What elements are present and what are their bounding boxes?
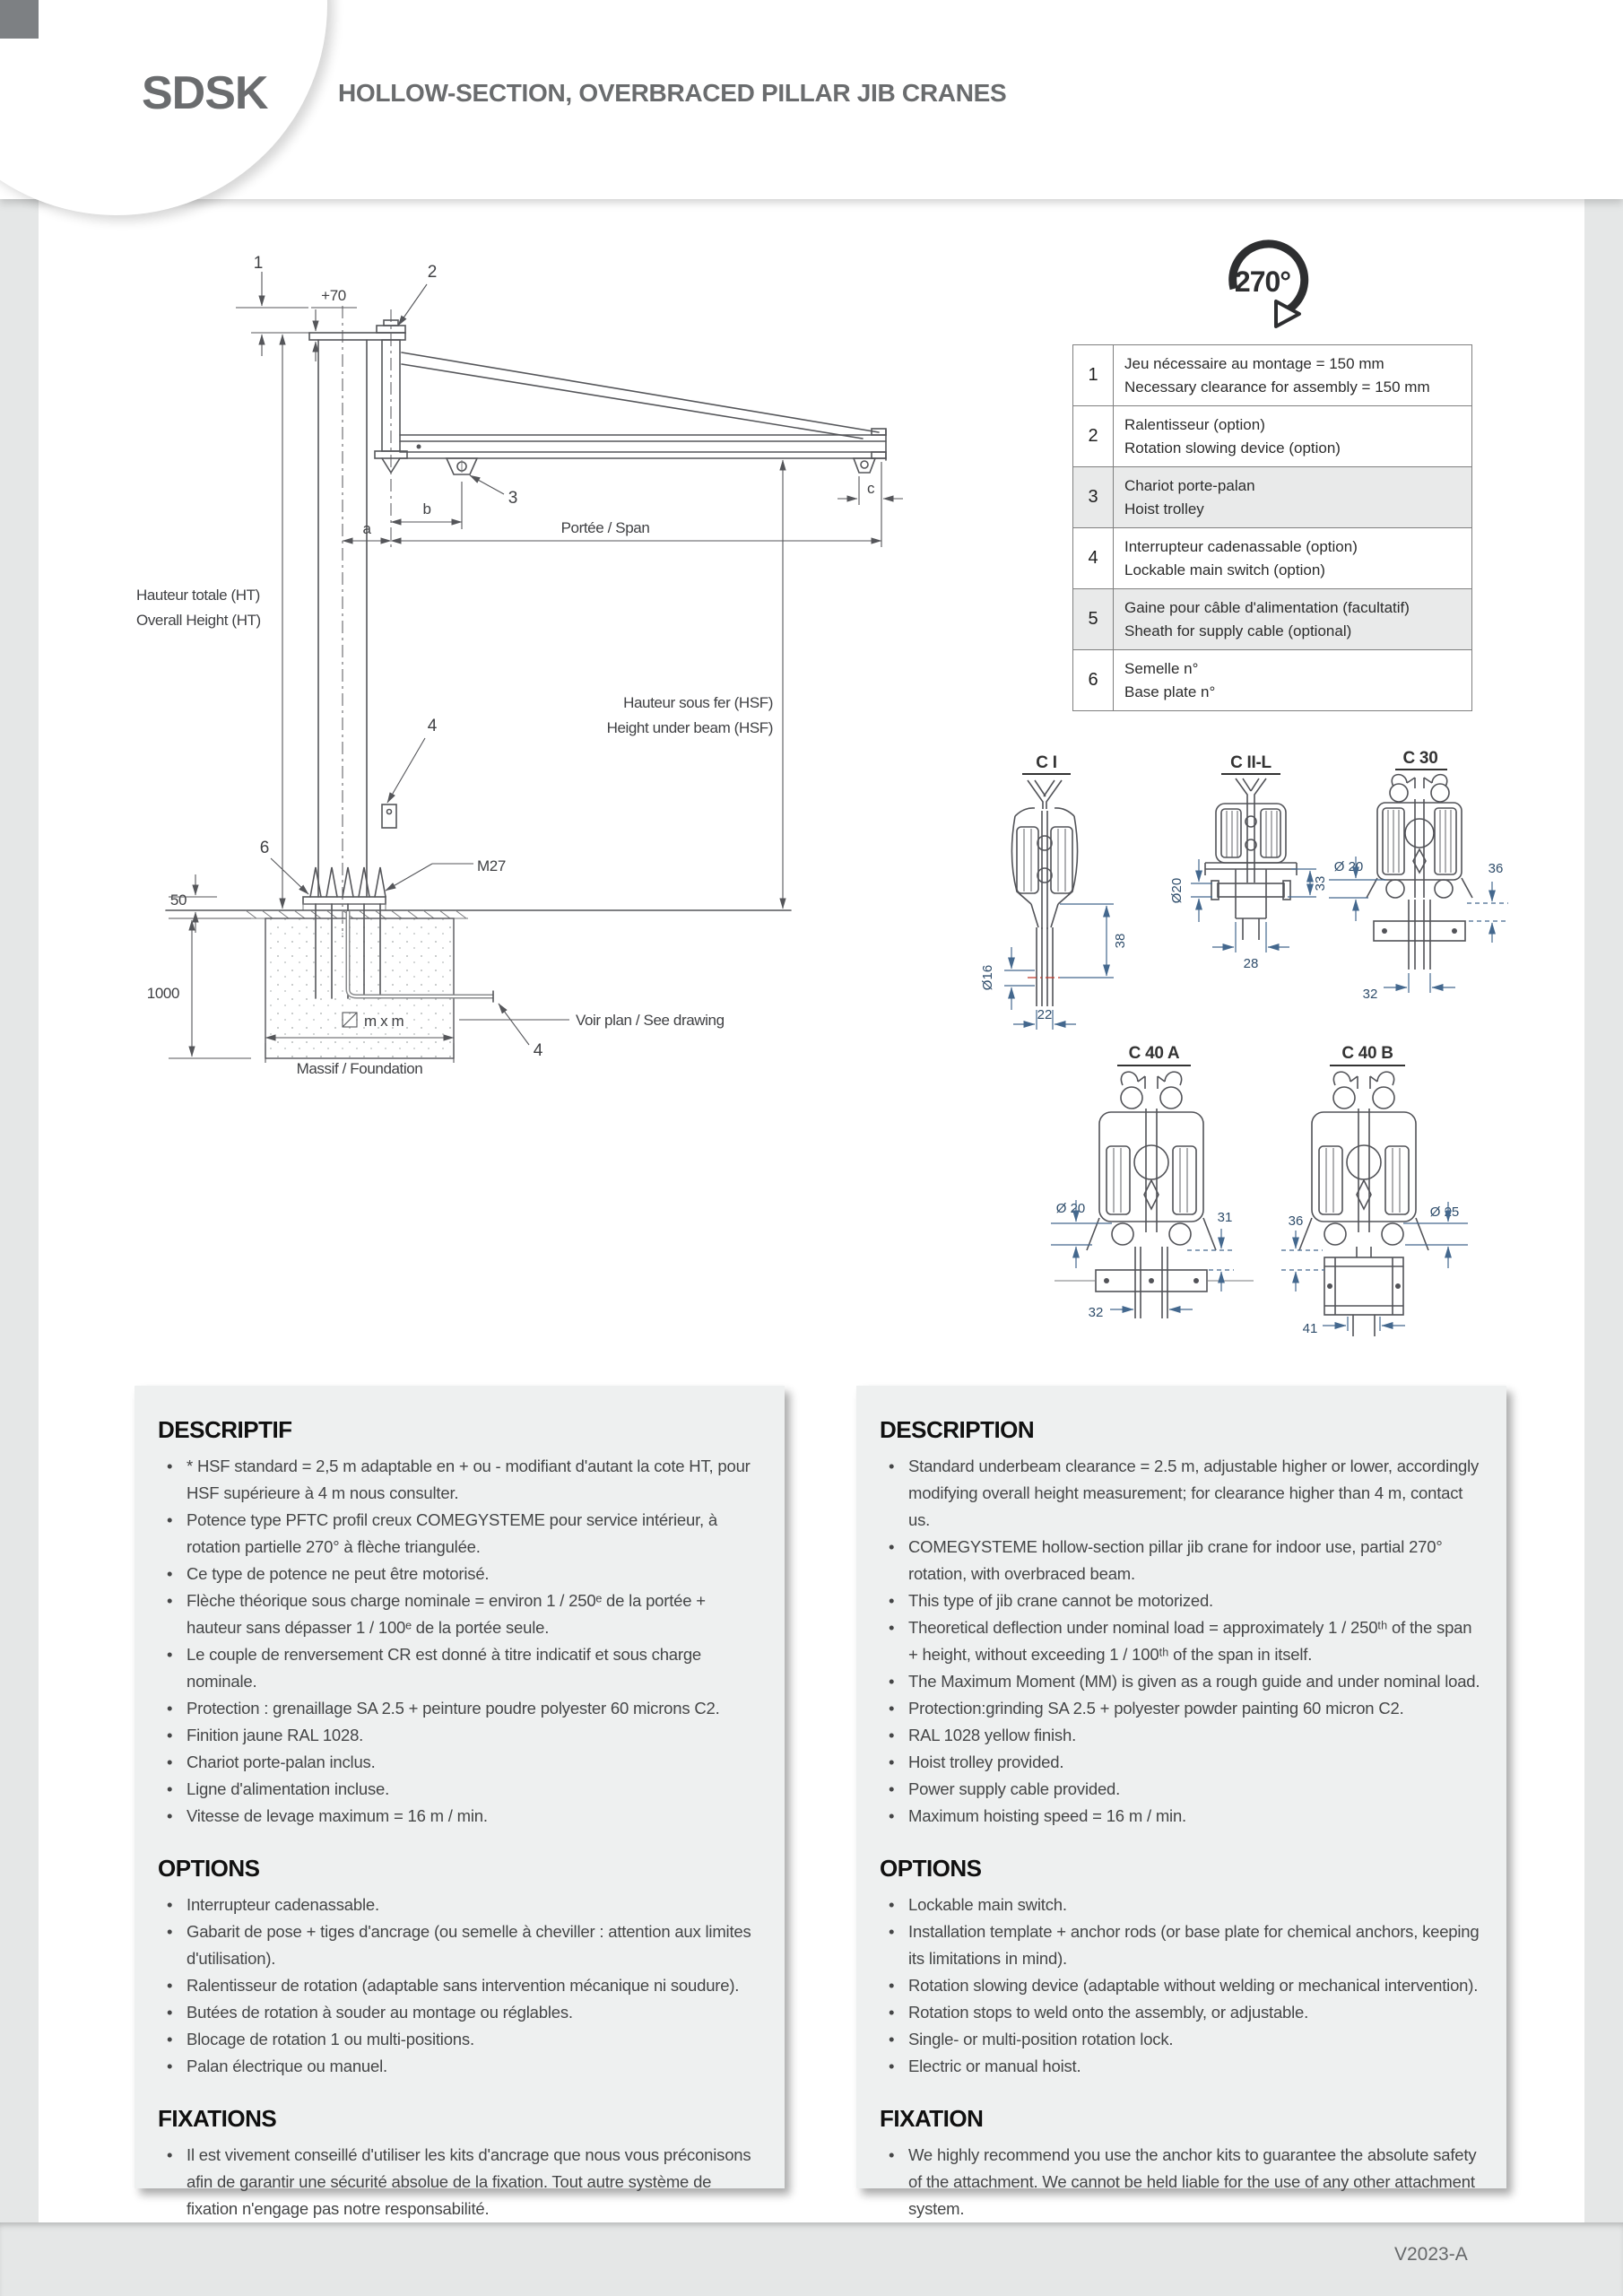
dim-mxm: m x m bbox=[364, 1013, 404, 1030]
dim-22: 22 bbox=[1037, 1007, 1053, 1022]
bullet-item: • Interrupteur cadenassable. bbox=[158, 1892, 761, 1918]
dim-a: a bbox=[362, 520, 371, 537]
legend-fr: Chariot porte-palan bbox=[1124, 477, 1255, 494]
profile-name: C II-L bbox=[1230, 753, 1271, 772]
profile-c40a bbox=[1040, 1040, 1269, 1350]
legend-num: 4 bbox=[1073, 528, 1114, 588]
right-margin-strip bbox=[1584, 199, 1623, 2296]
callout-2: 2 bbox=[427, 263, 438, 282]
bullet-item: • Chariot porte-palan inclus. bbox=[158, 1749, 761, 1776]
bullet-item: • This type of jib crane cannot be motorized. bbox=[880, 1587, 1483, 1614]
legend-en: Necessary clearance for assembly = 150 mm bbox=[1124, 378, 1430, 396]
dim-32: 32 bbox=[1088, 1305, 1104, 1320]
callout-4-cable: 4 bbox=[533, 1041, 543, 1060]
foundation-label: Massif / Foundation bbox=[296, 1060, 423, 1077]
bullet-item: • COMEGYSTEME hollow-section pillar jib crane for indoor use, partial 270° rotation, with overbraced beam. bbox=[880, 1534, 1483, 1587]
dim-dia20: Ø 20 bbox=[1055, 1201, 1086, 1216]
profile-name: C I bbox=[1036, 753, 1057, 772]
crane-dimensions bbox=[136, 254, 903, 1077]
legend-en: Rotation slowing device (option) bbox=[1124, 439, 1341, 457]
legend-row bbox=[1073, 527, 1471, 588]
bullet-item: • Rotation slowing device (adaptable without welding or mechanical intervention). bbox=[880, 1972, 1483, 1999]
page-title: HOLLOW-SECTION, OVERBRACED PILLAR JIB CRANES bbox=[338, 79, 1007, 107]
profile-c40b bbox=[1260, 1040, 1480, 1350]
bullet-item: • Finition jaune RAL 1028. bbox=[158, 1722, 761, 1749]
dim-31: 31 bbox=[1217, 1210, 1233, 1225]
legend-en: Sheath for supply cable (optional) bbox=[1124, 622, 1352, 639]
dim-b: b bbox=[422, 500, 431, 517]
bullet-item: • Ralentisseur de rotation (adaptable sans intervention mécanique ni soudure). bbox=[158, 1972, 761, 1999]
dim-36: 36 bbox=[1288, 1213, 1304, 1229]
dim-plus70: +70 bbox=[321, 287, 346, 304]
dim-dia25: Ø 25 bbox=[1429, 1205, 1460, 1220]
legend-num: 6 bbox=[1073, 650, 1114, 710]
ht-label-fr: Hauteur totale (HT) bbox=[136, 587, 260, 604]
bullet-item: • Lockable main switch. bbox=[880, 1892, 1483, 1918]
fixations-list bbox=[158, 2142, 761, 2222]
dim-dia20: Ø 20 bbox=[1333, 859, 1364, 874]
bullet-item: • Protection:grinding SA 2.5 + polyester powder painting 60 micron C2. bbox=[880, 1695, 1483, 1722]
callout-4-switch: 4 bbox=[427, 717, 438, 735]
legend-en: Hoist trolley bbox=[1124, 500, 1204, 517]
bullet-item: • Blocage de rotation 1 ou multi-positions. bbox=[158, 2026, 761, 2053]
dim-dia20: Ø20 bbox=[1169, 877, 1185, 904]
legend-en: Lockable main switch (option) bbox=[1124, 561, 1325, 578]
bullet-item: • Single- or multi-position rotation lock. bbox=[880, 2026, 1483, 2053]
legend-row bbox=[1073, 345, 1471, 405]
fixation-heading: FIXATION bbox=[880, 2105, 984, 2132]
bullet-item: • The Maximum Moment (MM) is given as a rough guide and under nominal load. bbox=[880, 1668, 1483, 1695]
legend-num: 3 bbox=[1073, 467, 1114, 527]
options-fr-heading: OPTIONS bbox=[158, 1855, 260, 1882]
bullet-item: • Gabarit de pose + tiges d'ancrage (ou semelle à cheviller : attention aux limites d'utilisation). bbox=[158, 1918, 761, 1972]
bullet-item: • Potence type PFTC profil creux COMEGYSTEME pour service intérieur, à rotation partielle 270° à flèche triangulée. bbox=[158, 1507, 761, 1561]
legend-row bbox=[1073, 588, 1471, 649]
profile-c30 bbox=[1316, 747, 1518, 1016]
profile-cii-l bbox=[1166, 752, 1332, 971]
footer-strip bbox=[0, 2222, 1623, 2296]
dim-36: 36 bbox=[1488, 861, 1504, 876]
legend-fr: Semelle n° bbox=[1124, 660, 1199, 677]
legend-fr: Interrupteur cadenassable (option) bbox=[1124, 538, 1358, 555]
dim-50: 50 bbox=[169, 891, 187, 909]
legend-num: 5 bbox=[1073, 589, 1114, 649]
callout-6: 6 bbox=[259, 839, 270, 857]
bullet-item: • We highly recommend you use the anchor kits to guarantee the absolute safety of the attachment. We cannot be held liable for the use of any other attachment system. bbox=[880, 2142, 1483, 2222]
legend-num: 2 bbox=[1073, 406, 1114, 466]
dim-33: 33 bbox=[1313, 875, 1328, 891]
crane-technical-drawing bbox=[117, 220, 942, 1099]
callout-3: 3 bbox=[508, 489, 518, 508]
hsf-label-fr: Hauteur sous fer (HSF) bbox=[623, 694, 773, 711]
dim-38: 38 bbox=[1113, 933, 1128, 949]
bullet-item: • RAL 1028 yellow finish. bbox=[880, 1722, 1483, 1749]
dim-28: 28 bbox=[1243, 956, 1259, 971]
bullet-item: • Il est vivement conseillé d'utiliser les kits d'ancrage que nous vous préconisons afin de garantir une sécurité absolue de la fixation. Tout autre système de fixation n'engage pas notre responsabilité. bbox=[158, 2142, 761, 2222]
version-label: V2023-A bbox=[1394, 2244, 1468, 2265]
dim-dia16: Ø16 bbox=[980, 964, 995, 991]
legend-table bbox=[1072, 344, 1472, 711]
options-fr-list bbox=[158, 1892, 761, 2080]
product-code: SDSK bbox=[142, 67, 268, 119]
page-header bbox=[0, 0, 1623, 199]
bullet-item: • Ce type de potence ne peut être motorisé. bbox=[158, 1561, 761, 1587]
bullet-item: • Flèche théorique sous charge nominale = environ 1 / 250ᵉ de la portée + hauteur sans dépasser 1 / 100ᵉ de la portée seule. bbox=[158, 1587, 761, 1641]
bullet-item: • Theoretical deflection under nominal load = approximately 1 / 250ᵗʰ of the span + height, without exceeding 1 / 100ᵗʰ of the span in itself. bbox=[880, 1614, 1483, 1668]
legend-row bbox=[1073, 405, 1471, 466]
bullet-item: • Maximum hoisting speed = 16 m / min. bbox=[880, 1803, 1483, 1830]
rotation-270-icon bbox=[1206, 226, 1341, 343]
descriptif-heading: DESCRIPTIF bbox=[158, 1416, 292, 1443]
bullet-item: • Hoist trolley provided. bbox=[880, 1749, 1483, 1776]
bullet-item: • Butées de rotation à souder au montage ou réglables. bbox=[158, 1999, 761, 2026]
dim-41: 41 bbox=[1302, 1321, 1318, 1336]
bullet-item: • * HSF standard = 2,5 m adaptable en + ou - modifiant d'autant la cote HT, pour HSF supérieure à 4 m nous consulter. bbox=[158, 1453, 761, 1507]
anchor-size-label: M27 bbox=[477, 857, 506, 874]
dim-32: 32 bbox=[1362, 987, 1378, 1002]
profile-ci bbox=[959, 752, 1184, 1048]
bullet-item: • Palan électrique ou manuel. bbox=[158, 2053, 761, 2080]
legend-row bbox=[1073, 649, 1471, 710]
bullet-item: • Power supply cable provided. bbox=[880, 1776, 1483, 1803]
options-en-list bbox=[880, 1892, 1483, 2080]
see-drawing-label: Voir plan / See drawing bbox=[576, 1012, 725, 1029]
options-en-heading: OPTIONS bbox=[880, 1855, 982, 1882]
legend-en: Base plate n° bbox=[1124, 683, 1216, 700]
bullet-item: • Le couple de renversement CR est donné à titre indicatif et sous charge nominale. bbox=[158, 1641, 761, 1695]
dim-1000: 1000 bbox=[146, 985, 179, 1002]
descriptif-list bbox=[158, 1453, 761, 1830]
hsf-label-en: Height under beam (HSF) bbox=[606, 719, 773, 736]
profile-name: C 40 A bbox=[1128, 1044, 1180, 1063]
bullet-item: • Protection : grenaillage SA 2.5 + peinture poudre polyester 60 microns C2. bbox=[158, 1695, 761, 1722]
crane-structure bbox=[166, 306, 886, 1058]
dim-c: c bbox=[866, 480, 875, 497]
bullet-item: • Installation template + anchor rods (or base plate for chemical anchors, keeping its limitations in mind). bbox=[880, 1918, 1483, 1972]
legend-row bbox=[1073, 466, 1471, 527]
corner-accent bbox=[0, 0, 39, 39]
dim-span: Portée / Span bbox=[560, 519, 650, 536]
descriptif-panel bbox=[135, 1386, 785, 2218]
description-heading: DESCRIPTION bbox=[880, 1416, 1035, 1443]
fixation-list bbox=[880, 2142, 1483, 2222]
bullet-item: • Rotation stops to weld onto the assembly, or adjustable. bbox=[880, 1999, 1483, 2026]
profile-name: C 30 bbox=[1402, 749, 1438, 768]
legend-fr: Gaine pour câble d'alimentation (facultatif) bbox=[1124, 599, 1410, 616]
bullet-item: • Standard underbeam clearance = 2.5 m, adjustable higher or lower, accordingly modifying overall height measurement; for clearance higher than 4 m, contact us. bbox=[880, 1453, 1483, 1534]
legend-fr: Ralentisseur (option) bbox=[1124, 416, 1265, 433]
rotation-label: 270° bbox=[1234, 265, 1291, 298]
description-list bbox=[880, 1453, 1483, 1830]
left-margin-strip bbox=[0, 199, 39, 2296]
description-panel bbox=[856, 1386, 1506, 2218]
bullet-item: • Ligne d'alimentation incluse. bbox=[158, 1776, 761, 1803]
profile-name: C 40 B bbox=[1341, 1044, 1393, 1063]
callout-1: 1 bbox=[253, 254, 264, 273]
legend-num: 1 bbox=[1073, 345, 1114, 405]
fixations-heading: FIXATIONS bbox=[158, 2105, 277, 2132]
bullet-item: • Vitesse de levage maximum = 16 m / min. bbox=[158, 1803, 761, 1830]
ht-label-en: Overall Height (HT) bbox=[136, 612, 261, 629]
legend-fr: Jeu nécessaire au montage = 150 mm bbox=[1124, 355, 1384, 372]
bullet-item: • Electric or manual hoist. bbox=[880, 2053, 1483, 2080]
